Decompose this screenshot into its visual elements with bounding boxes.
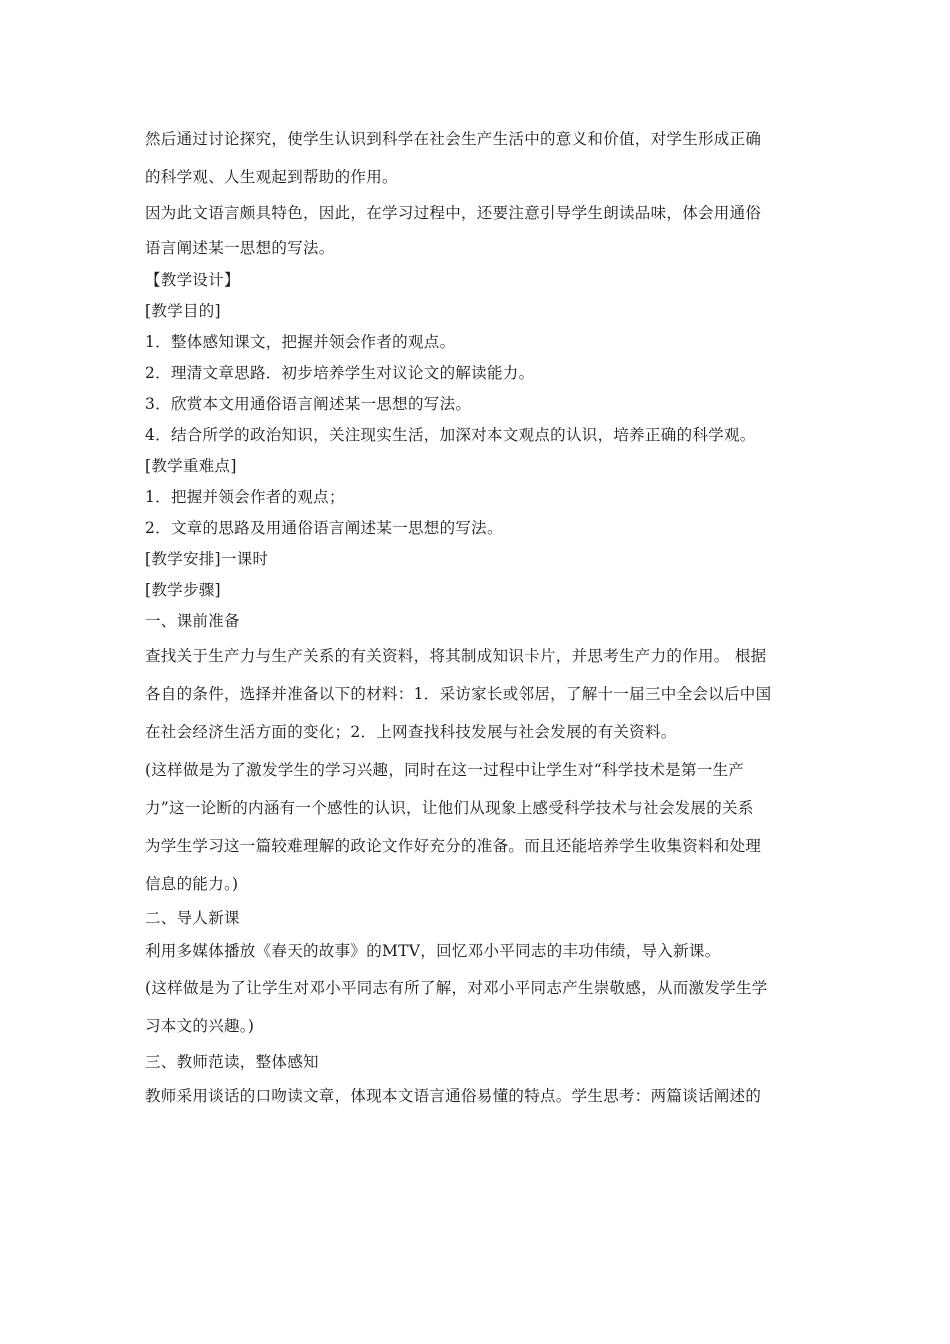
subsection-heading: [教学目的] (145, 302, 221, 320)
text-line: 在社会经济生活方面的变化；2．上网查找科技发展与社会发展的有关资料。 (145, 723, 677, 741)
list-item: 4．结合所学的政治知识，关注现实生活，加深对本文观点的认识，培养正确的科学观。 (145, 426, 756, 444)
document-body (145, 120, 810, 1114)
step-heading: 一、课前准备 (145, 612, 240, 630)
subsection-heading: [教学重难点] (145, 457, 237, 475)
step-heading: 二、导人新课 (145, 909, 240, 927)
text-line: 利用多媒体播放《春天的故事》的MTV，回忆邓小平同志的丰功伟绩，导入新课。 (145, 942, 721, 960)
text-line: 的科学观、人生观起到帮助的作用。 (145, 168, 398, 186)
text-line: 信息的能力。) (145, 875, 239, 893)
text-line: 然后通过讨论探究，使学生认识到科学在社会生产生活中的意义和价值，对学生形成正确 (145, 130, 762, 148)
list-item: 1．整体感知课文，把握并领会作者的观点。 (145, 333, 456, 351)
text-line: 因为此文语言颇具特色，因此，在学习过程中，还要注意引导学生朗读品味，体会用通俗 (145, 204, 762, 222)
text-line: 查找关于生产力与生产关系的有关资料，将其制成知识卡片，并思考生产力的作用。 根据 (145, 647, 767, 665)
subsection-heading: [教学步骤] (145, 581, 221, 599)
text-line: 习本文的兴趣。) (145, 1016, 255, 1035)
text-line: 力”这一论断的内涵有一个感性的认识，让他们从现象上感受科学技术与社会发展的关系 (145, 799, 754, 817)
text-line: 各自的条件，选择并准备以下的材料：1．采访家长或邻居，了解十一届三中全会以后中国 (145, 685, 772, 703)
text-line: 为学生学习这一篇较难理解的政论文作好充分的准备。而且还能培养学生收集资料和处理 (145, 837, 762, 855)
step-heading: 三、教师范读，整体感知 (145, 1052, 319, 1071)
list-item: 3．欣赏本文用通俗语言阐述某一思想的写法。 (145, 395, 472, 413)
list-item: 1．把握并领会作者的观点； (145, 488, 345, 506)
text-line: 语言阐述某一思想的写法。 (145, 238, 335, 257)
text-line: (这样做是为了让学生对邓小平同志有所了解，对邓小平同志产生崇敬感，从而激发学生学 (145, 978, 768, 997)
text-line: 教师采用谈话的口吻读文章，体现本文语言通俗易懂的特点。学生思考：两篇谈话阐述的 (145, 1087, 762, 1105)
list-item: 2．理清文章思路．初步培养学生对议论文的解读能力。 (145, 364, 535, 382)
subsection-heading: [教学安排]一课时 (145, 550, 269, 568)
list-item: 2．文章的思路及用通俗语言阐述某一思想的写法。 (145, 519, 503, 537)
section-heading: 【教学设计】 (145, 271, 240, 289)
text-line: (这样做是为了激发学生的学习兴趣，同时在这一过程中让学生对“科学技术是第一生产 (145, 761, 745, 779)
